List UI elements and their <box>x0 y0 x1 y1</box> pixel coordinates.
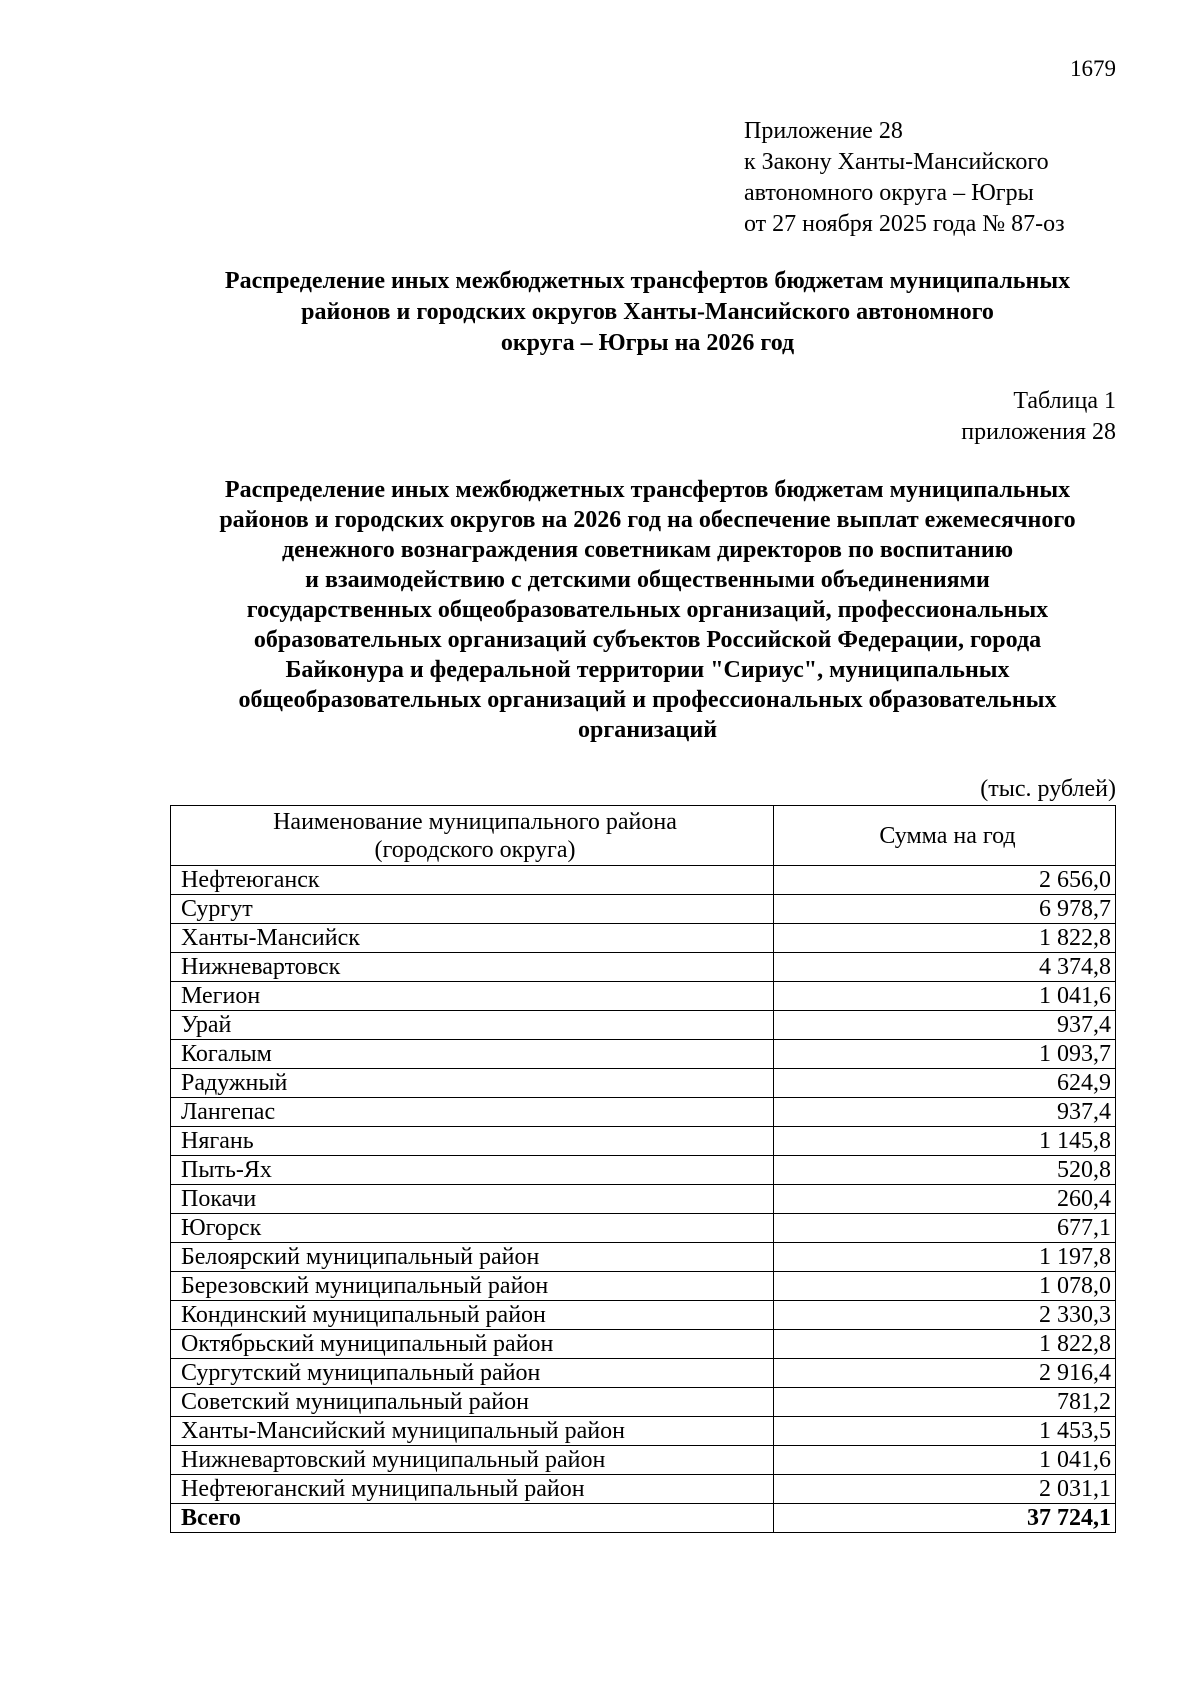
appendix-line: Приложение 28 <box>744 118 903 144</box>
table-row <box>171 1446 1116 1475</box>
table-title-line: Распределение иных межбюджетных трансфертов бюджетам муниципальных <box>224 477 1071 503</box>
table-row <box>171 1272 1116 1301</box>
row-amount: 1 041,6 <box>774 982 1116 1011</box>
appendix-line: автономного округа – Югры <box>744 180 1034 206</box>
row-name: Сургутский муниципальный район <box>171 1359 774 1388</box>
table-row <box>171 1359 1116 1388</box>
table-row <box>171 1069 1116 1098</box>
table-row <box>171 1127 1116 1156</box>
row-name: Нижневартовский муниципальный район <box>171 1446 774 1475</box>
row-amount: 1 822,8 <box>774 924 1116 953</box>
row-amount: 937,4 <box>774 1098 1116 1127</box>
appendix-reference <box>744 116 1065 240</box>
row-name: Кондинский муниципальный район <box>171 1301 774 1330</box>
row-name: Нефтеюганск <box>171 866 774 895</box>
row-amount: 4 374,8 <box>774 953 1116 982</box>
table-row <box>171 1243 1116 1272</box>
table-row <box>171 1388 1116 1417</box>
table-title-line: образовательных организаций субъектов Российской Федерации, города <box>253 627 1042 653</box>
table-row <box>171 866 1116 895</box>
row-name: Покачи <box>171 1185 774 1214</box>
page-number: 1679 <box>1070 56 1116 81</box>
table-row <box>171 1301 1116 1330</box>
appendix-line: от 27 ноября 2025 года № 87-оз <box>744 211 1065 237</box>
row-amount: 6 978,7 <box>774 895 1116 924</box>
row-name: Урай <box>171 1011 774 1040</box>
table-reference <box>961 386 1116 448</box>
main-title-line: районов и городских округов Ханты-Мансийского автономного <box>301 299 994 325</box>
appendix-line: к Закону Ханты-Мансийского <box>744 149 1049 175</box>
row-amount: 1 822,8 <box>774 1330 1116 1359</box>
row-amount: 520,8 <box>774 1156 1116 1185</box>
row-amount: 624,9 <box>774 1069 1116 1098</box>
header-amount: Сумма на год <box>774 806 1116 866</box>
distribution-table <box>170 805 1116 1533</box>
table-row <box>171 1040 1116 1069</box>
table-row <box>171 953 1116 982</box>
table-title-line: Байконура и федеральной территории "Сириус", муниципальных <box>285 657 1010 683</box>
row-name: Нефтеюганский муниципальный район <box>171 1475 774 1504</box>
row-name: Белоярский муниципальный район <box>171 1243 774 1272</box>
row-name: Березовский муниципальный район <box>171 1272 774 1301</box>
table-title-line: общеобразовательных организаций и профессиональных образовательных <box>238 687 1057 713</box>
table-title-line: районов и городских округов на 2026 год на обеспечение выплат ежемесячного <box>219 507 1076 533</box>
table-row <box>171 1330 1116 1359</box>
main-title <box>120 266 1175 359</box>
table-title <box>120 475 1175 745</box>
row-amount: 1 145,8 <box>774 1127 1116 1156</box>
table-title-line: денежного вознаграждения советникам директоров по воспитанию <box>281 537 1014 563</box>
table-header-row <box>171 806 1116 866</box>
row-name: Лангепас <box>171 1098 774 1127</box>
table-row <box>171 982 1116 1011</box>
table-title-line: государственных общеобразовательных организаций, профессиональных <box>246 597 1049 623</box>
table-row <box>171 1185 1116 1214</box>
table-row <box>171 1098 1116 1127</box>
header-name-line: Наименование муниципального района <box>273 808 677 835</box>
total-row <box>171 1504 1116 1533</box>
header-name <box>171 806 774 866</box>
row-amount: 1 453,5 <box>774 1417 1116 1446</box>
row-amount: 1 093,7 <box>774 1040 1116 1069</box>
row-amount: 260,4 <box>774 1185 1116 1214</box>
row-amount: 1 041,6 <box>774 1446 1116 1475</box>
table-row <box>171 1214 1116 1243</box>
table-reference-line: Таблица 1 <box>1013 388 1116 414</box>
row-name: Когалым <box>171 1040 774 1069</box>
row-name: Октябрьский муниципальный район <box>171 1330 774 1359</box>
row-amount: 677,1 <box>774 1214 1116 1243</box>
row-name: Ханты-Мансийск <box>171 924 774 953</box>
total-amount: 37 724,1 <box>774 1504 1116 1533</box>
table-reference-line: приложения 28 <box>961 419 1116 445</box>
row-amount: 781,2 <box>774 1388 1116 1417</box>
row-name: Нягань <box>171 1127 774 1156</box>
table-title-line: и взаимодействию с детскими общественными объединениями <box>305 567 990 593</box>
table-body <box>171 866 1116 1533</box>
header-name-line: (городского округа) <box>374 836 576 863</box>
row-name: Ханты-Мансийский муниципальный район <box>171 1417 774 1446</box>
row-name: Югорск <box>171 1214 774 1243</box>
table-row <box>171 1156 1116 1185</box>
main-title-line: округа – Югры на 2026 год <box>500 330 795 356</box>
table-row <box>171 1475 1116 1504</box>
row-amount: 2 916,4 <box>774 1359 1116 1388</box>
table-row <box>171 1011 1116 1040</box>
table-row <box>171 924 1116 953</box>
table-row <box>171 1417 1116 1446</box>
row-amount: 937,4 <box>774 1011 1116 1040</box>
row-name: Советский муниципальный район <box>171 1388 774 1417</box>
main-title-line: Распределение иных межбюджетных трансфертов бюджетам муниципальных <box>224 268 1071 294</box>
row-amount: 2 656,0 <box>774 866 1116 895</box>
row-amount: 2 330,3 <box>774 1301 1116 1330</box>
row-name: Сургут <box>171 895 774 924</box>
row-name: Нижневартовск <box>171 953 774 982</box>
table-title-line: организаций <box>577 717 718 743</box>
row-name: Пыть-Ях <box>171 1156 774 1185</box>
units-label: (тыс. рублей) <box>980 776 1116 802</box>
row-name: Радужный <box>171 1069 774 1098</box>
total-label: Всего <box>171 1504 774 1533</box>
row-amount: 1 197,8 <box>774 1243 1116 1272</box>
row-name: Мегион <box>171 982 774 1011</box>
row-amount: 2 031,1 <box>774 1475 1116 1504</box>
row-amount: 1 078,0 <box>774 1272 1116 1301</box>
table-row <box>171 895 1116 924</box>
